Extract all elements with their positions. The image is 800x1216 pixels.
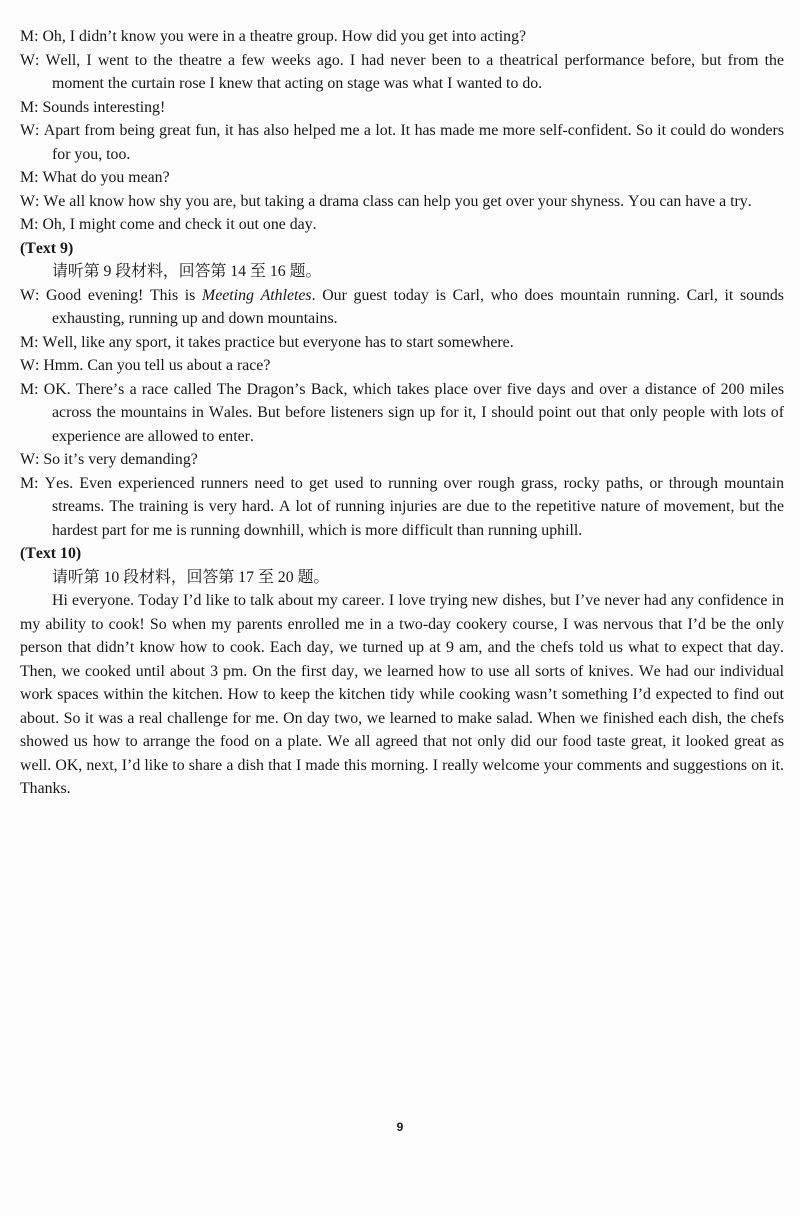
dialogue-text: Good evening! This is [46,286,202,304]
dialogue-line [20,472,784,543]
speaker-label: W: [20,451,40,468]
dialogue-line [20,166,784,190]
dialogue-line [20,378,784,449]
monologue-paragraph: Hi everyone. Today I’d like to talk about my career. I love trying new dishes, but I’ve never had any confidence in my ability to cook! So when my parents enrolled me in a two-day cookery course, I was nervous that I’d be the only person that didn’t know how to cook. Each day, we turned up at 9 am, and the chefs told us what to expect that day. Then, we cooked until about 3 pm. On the first day, we learned how to use all sorts of knives. We had our individual work spaces within the kitchen. How to keep the kitchen tidy while cooking wasn’t something I’d expected to find out about. So it was a real challenge for me. On day two, we learned to make salad. When we finished each dish, the chefs showed us how to arrange the food on a plate. We all agreed that not only did our food taste great, it looked great as well. OK, next, I’d like to share a dish that I made this morning. I really welcome your comments and suggestions on it. Thanks. [20,592,784,797]
previous-dialogue [20,25,784,237]
dialogue-text: Well, I went to the theatre a few weeks ago. I had never been to a theatrical performance before, but from the moment the curtain rose I knew that acting on stage was what I wanted to do. [45,51,784,92]
page-number: 9 [396,1120,404,1134]
dialogue-line [20,448,784,472]
dialogue-line [20,331,784,355]
dialogue-line [20,119,784,166]
dialogue-text: Sounds interesting! [42,98,166,116]
speaker-label: M: [20,28,39,45]
dialogue-text: We all know how shy you are, but taking a drama class can help you get over your shyness. You can have a try. [43,192,752,210]
section-instruction: 请听第 9 段材料，回答第 14 至 16 题。 [52,263,322,280]
text-10-section [20,542,784,801]
dialogue-line [20,213,784,237]
speaker-label: W: [20,192,40,210]
speaker-label: W: [20,286,40,304]
speaker-label: M: [20,380,39,398]
speaker-label: W: [20,51,40,69]
dialogue-text: Oh, I might come and check it out one day. [42,216,317,233]
speaker-label: M: [20,169,39,186]
dialogue-text: OK. There’s a race called The Dragon’s Back, which takes place over five days and over a distance of 200 miles across the mountains in Wales. But before listeners sign up for it, I should point out that only people with lots of experience are allowed to enter. [43,380,784,445]
speaker-label: M: [20,333,39,351]
transcript-page [20,25,784,801]
dialogue-line [20,354,784,378]
dialogue-text: . Our guest today is Carl, who does mountain running. Carl, it sounds exhausting, running up and down mountains. [52,286,784,327]
speaker-label: W: [20,357,40,374]
dialogue-text: Well, like any sport, it takes practice but everyone has to start somewhere. [42,333,514,351]
dialogue-text: Apart from being great fun, it has also helped me a lot. It has made me more self-confident. So it could do wonders for you, too. [43,122,784,163]
section-heading: (Text 10) [20,545,82,562]
speaker-label: M: [20,474,39,492]
dialogue-text: Hmm. Can you tell us about a race? [43,357,271,374]
dialogue-line [20,284,784,331]
dialogue-line [20,190,784,214]
dialogue-text: So it’s very demanding? [43,451,198,468]
section-heading: (Text 9) [20,239,74,257]
dialogue-line [20,96,784,120]
dialogue-text: What do you mean? [42,169,170,186]
speaker-label: M: [20,216,39,233]
section-instruction: 请听第 10 段材料，回答第 17 至 20 题。 [52,568,330,586]
dialogue-line [20,49,784,96]
dialogue-line [20,25,784,49]
program-title: Meeting Athletes [202,286,312,304]
text-9-section [20,237,784,543]
speaker-label: M: [20,98,39,116]
dialogue-text: Oh, I didn’t know you were in a theatre group. How did you get into acting? [42,28,527,45]
dialogue-text: Yes. Even experienced runners need to get used to running over rough grass, rocky paths, or through mountain streams. The training is very hard. A lot of running injuries are due to the repetitive nature of movement, but the hardest part for me is running downhill, which is more difficult than running uphill. [44,474,784,539]
speaker-label: W: [20,122,40,139]
